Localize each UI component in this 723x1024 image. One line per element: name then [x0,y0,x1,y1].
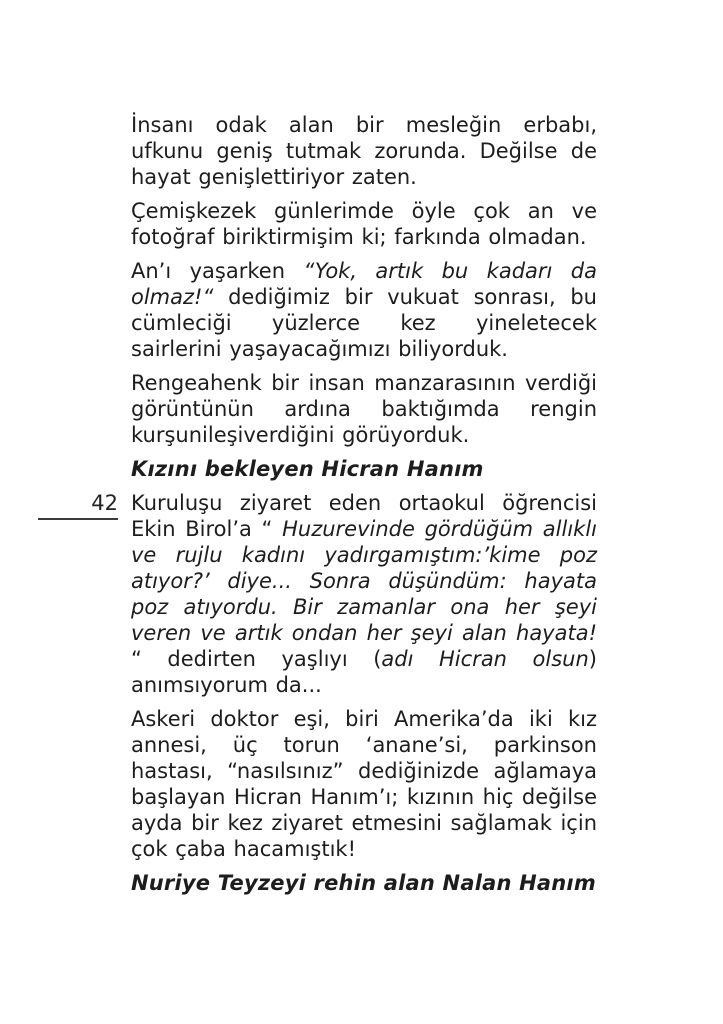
paragraph-text: dediğimiz bir vukuat sonrası, bu cümleciği yüzlerce kez yineletecek sairlerini yaşayacağımızı biliyorduk. [131,285,597,361]
paragraph-rengeahenk [131,370,597,448]
quote-italic: “Yok, artık bu kadarı da olmaz!“ [131,259,597,309]
paragraph-text: “ dedirten yaşlıyı ( [131,647,382,671]
paragraph-ani-yasarken [131,258,597,362]
paragraph-text: İnsanı odak alan bir mesleğin erbabı, ufkunu geniş tutmak zorunda. Değilse de hayat genişlettiriyor zaten. [131,113,597,189]
aside-italic: adı Hicran olsun [381,647,589,671]
page-number: 42 [38,490,118,520]
paragraph-insani [131,112,597,190]
text-column [131,112,597,904]
paragraph-text: Askeri doktor eşi, biri Amerika’da iki kız annesi, üç torun ‘anane’si, parkinson hastası, “nasılsınız” dediğinizde ağlamaya başlayan Hicran Hanım’ı; kızının hiç değilse ayda bir kez ziyaret etmesini sağlamak için çok çaba hacamıştık! [131,707,597,861]
heading-hicran-hanim: Kızını bekleyen Hicran Hanım [131,457,484,481]
paragraph-askeri-doktor [131,706,597,862]
heading-nalan-hanim: Nuriye Teyzeyi rehin alan Nalan Hanım [131,871,596,895]
paragraph-text: Çemişkezek günlerimde öyle çok an ve fotoğraf biriktirmişim ki; farkında olmadan. [131,199,597,249]
paragraph-text: Rengeahenk bir insan manzarasının verdiği görüntünün ardına baktığımda rengin kurşunileşiverdiğini görüyorduk. [131,371,597,447]
paragraph-kurulusu [131,490,597,698]
paragraph-cemiskezek [131,198,597,250]
paragraph-text: ) anımsıyorum da... [131,647,597,697]
quote-italic: Huzurevinde gördüğüm allıklı ve rujlu kadını yadırgamıştım:’kime poz atıyor?’ diye... Sonra düşündüm: hayata poz atıyordu. Bir zamanlar ona her şeyi veren ve artık ondan her şeyi alan hayata! [131,517,597,645]
paragraph-text: Kuruluşu ziyaret eden ortaokul öğrencisi Ekin Birol’a “ [131,491,597,541]
paragraph-text: An’ı yaşarken [131,259,304,283]
